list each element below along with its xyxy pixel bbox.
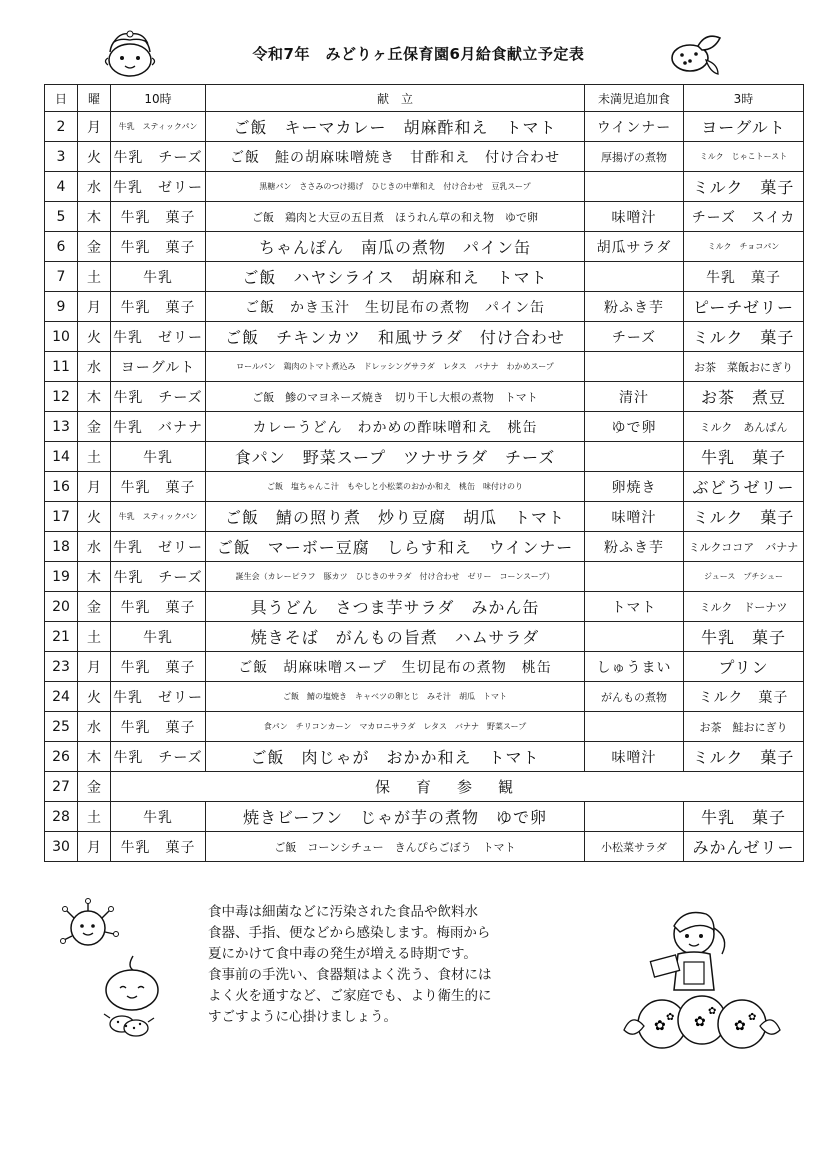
weekday-cell: 水: [78, 532, 111, 562]
table-row: [45, 142, 804, 172]
extra-cell: [585, 622, 684, 652]
day-cell: 20: [45, 592, 78, 622]
main-menu-cell: ロールパン 鶏肉のトマト煮込み ドレッシングサラダ レタス バナナ わかめスープ: [206, 352, 585, 382]
svg-text:✿: ✿: [694, 1014, 706, 1030]
main-menu-cell: ご飯 肉じゃが おかか和え トマト: [206, 742, 585, 772]
snack-pm-cell: ミルク じゃこトースト: [684, 142, 804, 172]
table-row: [45, 802, 804, 832]
snack-pm-cell: ミルク 菓子: [684, 502, 804, 532]
weekday-cell: 土: [78, 802, 111, 832]
main-menu-cell: ご飯 マーボー豆腐 しらす和え ウインナー: [206, 532, 585, 562]
day-cell: 5: [45, 202, 78, 232]
germ-character-icon: [58, 896, 120, 956]
day-cell: 21: [45, 622, 78, 652]
table-header-row: [45, 85, 804, 112]
main-menu-cell: ご飯 かき玉汁 生切昆布の煮物 パイン缶: [206, 292, 585, 322]
day-cell: 23: [45, 652, 78, 682]
snack-pm-cell: ミルク ドーナツ: [684, 592, 804, 622]
weekday-cell: 木: [78, 202, 111, 232]
snack-pm-cell: プリン: [684, 652, 804, 682]
weekday-cell: 土: [78, 442, 111, 472]
weekday-cell: 火: [78, 682, 111, 712]
snack-pm-cell: ヨーグルト: [684, 112, 804, 142]
snack-pm-cell: お茶 煮豆: [684, 382, 804, 412]
day-cell: 2: [45, 112, 78, 142]
snack-pm-cell: みかんゼリー: [684, 832, 804, 862]
extra-cell: 味噌汁: [585, 202, 684, 232]
table-row: [45, 652, 804, 682]
day-cell: 10: [45, 322, 78, 352]
day-cell: 17: [45, 502, 78, 532]
day-cell: 25: [45, 712, 78, 742]
header-snack-am: 10時: [111, 85, 206, 112]
extra-cell: 味噌汁: [585, 742, 684, 772]
extra-cell: しゅうまい: [585, 652, 684, 682]
day-cell: 24: [45, 682, 78, 712]
weekday-cell: 金: [78, 772, 111, 802]
day-cell: 6: [45, 232, 78, 262]
weekday-cell: 土: [78, 622, 111, 652]
snack-pm-cell: 牛乳 菓子: [684, 802, 804, 832]
weekday-cell: 火: [78, 502, 111, 532]
extra-cell: [585, 562, 684, 592]
table-row: [45, 472, 804, 502]
table-row: [45, 322, 804, 352]
snack-am-cell: 牛乳 ゼリー: [111, 532, 206, 562]
day-cell: 9: [45, 292, 78, 322]
header-day: 日: [45, 85, 78, 112]
snack-am-cell: 牛乳 ゼリー: [111, 682, 206, 712]
day-cell: 18: [45, 532, 78, 562]
table-row: [45, 232, 804, 262]
snack-pm-cell: お茶 鮭おにぎり: [684, 712, 804, 742]
snack-pm-cell: 牛乳 菓子: [684, 262, 804, 292]
main-menu-cell: ご飯 コーンシチュー きんぴらごぼう トマト: [206, 832, 585, 862]
snack-am-cell: ヨーグルト: [111, 352, 206, 382]
extra-cell: [585, 712, 684, 742]
table-row: [45, 532, 804, 562]
main-menu-cell: 誕生会（カレーピラフ 豚カツ ひじきのサラダ 付け合わせ ゼリー コーンスープ）: [206, 562, 585, 592]
extra-cell: チーズ: [585, 322, 684, 352]
day-cell: 28: [45, 802, 78, 832]
day-cell: 11: [45, 352, 78, 382]
table-row: [45, 442, 804, 472]
day-cell: 30: [45, 832, 78, 862]
snack-am-cell: 牛乳: [111, 442, 206, 472]
snack-am-cell: 牛乳 菓子: [111, 292, 206, 322]
table-row: [45, 592, 804, 622]
main-menu-cell: カレーうどん わかめの酢味噌和え 桃缶: [206, 412, 585, 442]
extra-cell: [585, 802, 684, 832]
snack-am-cell: 牛乳 スティックパン: [111, 112, 206, 142]
weekday-cell: 水: [78, 352, 111, 382]
main-menu-cell: ご飯 塩ちゃんこ汁 もやしと小松菜のおかか和え 桃缶 味付けのり: [206, 472, 585, 502]
snack-pm-cell: ミルク 菓子: [684, 742, 804, 772]
weekday-cell: 水: [78, 172, 111, 202]
extra-cell: 卵焼き: [585, 472, 684, 502]
main-menu-cell: ご飯 胡麻味噌スープ 生切昆布の煮物 桃缶: [206, 652, 585, 682]
table-row: [45, 502, 804, 532]
snack-am-cell: 牛乳 チーズ: [111, 742, 206, 772]
extra-cell: ゆで卵: [585, 412, 684, 442]
food-poisoning-note: [208, 902, 588, 1028]
svg-text:✿: ✿: [748, 1012, 757, 1023]
snack-pm-cell: ぶどうゼリー: [684, 472, 804, 502]
snack-am-cell: 牛乳 菓子: [111, 592, 206, 622]
menu-table: [44, 84, 804, 862]
main-menu-cell: ちゃんぽん 南瓜の煮物 パイン缶: [206, 232, 585, 262]
table-row: [45, 262, 804, 292]
weekday-cell: 火: [78, 142, 111, 172]
snack-pm-cell: ミルク あんぱん: [684, 412, 804, 442]
weekday-cell: 水: [78, 712, 111, 742]
table-row: [45, 772, 804, 802]
table-row: [45, 382, 804, 412]
table-row: [45, 112, 804, 142]
snack-pm-cell: ジュース プチシュー: [684, 562, 804, 592]
extra-cell: がんもの煮物: [585, 682, 684, 712]
hydrangea-illustration: [618, 990, 786, 1054]
svg-text:✿: ✿: [734, 1018, 746, 1034]
note-line: 夏にかけて食中毒の発生が増える時期です。: [208, 946, 477, 962]
extra-cell: [585, 172, 684, 202]
main-menu-cell: ご飯 鶏肉と大豆の五目煮 ほうれん草の和え物 ゆで卵: [206, 202, 585, 232]
day-cell: 3: [45, 142, 78, 172]
snack-pm-cell: ミルク 菓子: [684, 172, 804, 202]
snack-am-cell: 牛乳 チーズ: [111, 562, 206, 592]
girl-with-apron-illustration: [640, 904, 740, 1004]
table-row: [45, 172, 804, 202]
snack-am-cell: 牛乳: [111, 622, 206, 652]
table-row: [45, 292, 804, 322]
main-menu-cell: 食パン 野菜スープ ツナサラダ チーズ: [206, 442, 585, 472]
day-cell: 13: [45, 412, 78, 442]
weekday-cell: 月: [78, 292, 111, 322]
extra-cell: トマト: [585, 592, 684, 622]
snack-am-cell: 牛乳 チーズ: [111, 382, 206, 412]
header-weekday: 曜: [78, 85, 111, 112]
header-extra: 未満児追加食: [585, 85, 684, 112]
main-menu-cell: ご飯 ハヤシライス 胡麻和え トマト: [206, 262, 585, 292]
snack-am-cell: 牛乳 バナナ: [111, 412, 206, 442]
weekday-cell: 土: [78, 262, 111, 292]
weekday-cell: 月: [78, 472, 111, 502]
snack-am-cell: 牛乳 菓子: [111, 472, 206, 502]
weekday-cell: 木: [78, 562, 111, 592]
extra-cell: 小松菜サラダ: [585, 832, 684, 862]
event-cell: 保育参観: [111, 772, 804, 802]
main-menu-cell: 焼きそば がんもの旨煮 ハムサラダ: [206, 622, 585, 652]
day-cell: 14: [45, 442, 78, 472]
extra-cell: 味噌汁: [585, 502, 684, 532]
snack-pm-cell: ミルク 菓子: [684, 682, 804, 712]
snack-am-cell: 牛乳 ゼリー: [111, 322, 206, 352]
water-drop-character-icon: [94, 952, 172, 1040]
snack-am-cell: 牛乳 菓子: [111, 202, 206, 232]
svg-text:✿: ✿: [666, 1012, 675, 1023]
weekday-cell: 金: [78, 232, 111, 262]
header-main: 献 立: [206, 85, 585, 112]
note-line: よく火を通すなど、ご家庭でも、より衛生的に: [208, 988, 492, 1004]
main-menu-cell: ご飯 鮭の胡麻味噌焼き 甘酢和え 付け合わせ: [206, 142, 585, 172]
table-row: [45, 742, 804, 772]
header-snack-pm: 3時: [684, 85, 804, 112]
main-menu-cell: ご飯 チキンカツ 和風サラダ 付け合わせ: [206, 322, 585, 352]
main-menu-cell: 焼きビーフン じゃが芋の煮物 ゆで卵: [206, 802, 585, 832]
snack-am-cell: 牛乳 菓子: [111, 652, 206, 682]
weekday-cell: 月: [78, 652, 111, 682]
extra-cell: [585, 262, 684, 292]
table-row: [45, 832, 804, 862]
table-row: [45, 562, 804, 592]
weekday-cell: 木: [78, 382, 111, 412]
day-cell: 19: [45, 562, 78, 592]
weekday-cell: 金: [78, 412, 111, 442]
day-cell: 26: [45, 742, 78, 772]
snack-am-cell: 牛乳 スティックパン: [111, 502, 206, 532]
main-menu-cell: 食パン チリコンカーン マカロニサラダ レタス バナナ 野菜スープ: [206, 712, 585, 742]
day-cell: 4: [45, 172, 78, 202]
page-title: 令和7年 みどりヶ丘保育園6月給食献立予定表: [252, 45, 585, 63]
note-line: 食器、手指、便などから感染します。梅雨から: [208, 925, 491, 941]
extra-cell: 粉ふき芋: [585, 292, 684, 322]
day-cell: 7: [45, 262, 78, 292]
weekday-cell: 月: [78, 832, 111, 862]
extra-cell: 胡瓜サラダ: [585, 232, 684, 262]
weekday-cell: 金: [78, 592, 111, 622]
snack-pm-cell: 牛乳 菓子: [684, 442, 804, 472]
weekday-cell: 月: [78, 112, 111, 142]
snack-am-cell: 牛乳 ゼリー: [111, 172, 206, 202]
snack-pm-cell: ピーチゼリー: [684, 292, 804, 322]
day-cell: 16: [45, 472, 78, 502]
snack-am-cell: 牛乳 チーズ: [111, 142, 206, 172]
snack-pm-cell: ミルクココア バナナ: [684, 532, 804, 562]
svg-text:✿: ✿: [708, 1006, 717, 1017]
extra-cell: [585, 442, 684, 472]
extra-cell: 清汁: [585, 382, 684, 412]
snack-pm-cell: 牛乳 菓子: [684, 622, 804, 652]
extra-cell: 粉ふき芋: [585, 532, 684, 562]
snack-pm-cell: チーズ スイカ: [684, 202, 804, 232]
table-row: [45, 352, 804, 382]
main-menu-cell: 具うどん さつま芋サラダ みかん缶: [206, 592, 585, 622]
note-line: 食事前の手洗い、食器類はよく洗う、食材には: [208, 967, 492, 983]
table-row: [45, 622, 804, 652]
day-cell: 12: [45, 382, 78, 412]
main-menu-cell: ご飯 キーマカレー 胡麻酢和え トマト: [206, 112, 585, 142]
snack-am-cell: 牛乳 菓子: [111, 712, 206, 742]
svg-text:✿: ✿: [654, 1018, 666, 1034]
snack-pm-cell: ミルク チョコパン: [684, 232, 804, 262]
weekday-cell: 火: [78, 322, 111, 352]
snack-am-cell: 牛乳 菓子: [111, 832, 206, 862]
snack-am-cell: 牛乳: [111, 262, 206, 292]
main-menu-cell: ご飯 鯖の塩焼き キャベツの卵とじ みそ汁 胡瓜 トマト: [206, 682, 585, 712]
main-menu-cell: ご飯 鯵のマヨネーズ焼き 切り干し大根の煮物 トマト: [206, 382, 585, 412]
snack-am-cell: 牛乳 菓子: [111, 232, 206, 262]
main-menu-cell: ご飯 鯖の照り煮 炒り豆腐 胡瓜 トマト: [206, 502, 585, 532]
extra-cell: [585, 352, 684, 382]
weekday-cell: 木: [78, 742, 111, 772]
table-row: [45, 712, 804, 742]
table-row: [45, 202, 804, 232]
snack-am-cell: 牛乳: [111, 802, 206, 832]
snack-pm-cell: お茶 菜飯おにぎり: [684, 352, 804, 382]
table-row: [45, 682, 804, 712]
extra-cell: ウインナー: [585, 112, 684, 142]
main-menu-cell: 黒糖パン ささみのつけ揚げ ひじきの中華和え 付け合わせ 豆乳スープ: [206, 172, 585, 202]
snack-pm-cell: ミルク 菓子: [684, 322, 804, 352]
note-line: すごすように心掛けましょう。: [208, 1009, 397, 1025]
table-row: [45, 412, 804, 442]
day-cell: 27: [45, 772, 78, 802]
extra-cell: 厚揚げの煮物: [585, 142, 684, 172]
note-line: 食中毒は細菌などに汚染された食品や飲料水: [208, 904, 478, 920]
